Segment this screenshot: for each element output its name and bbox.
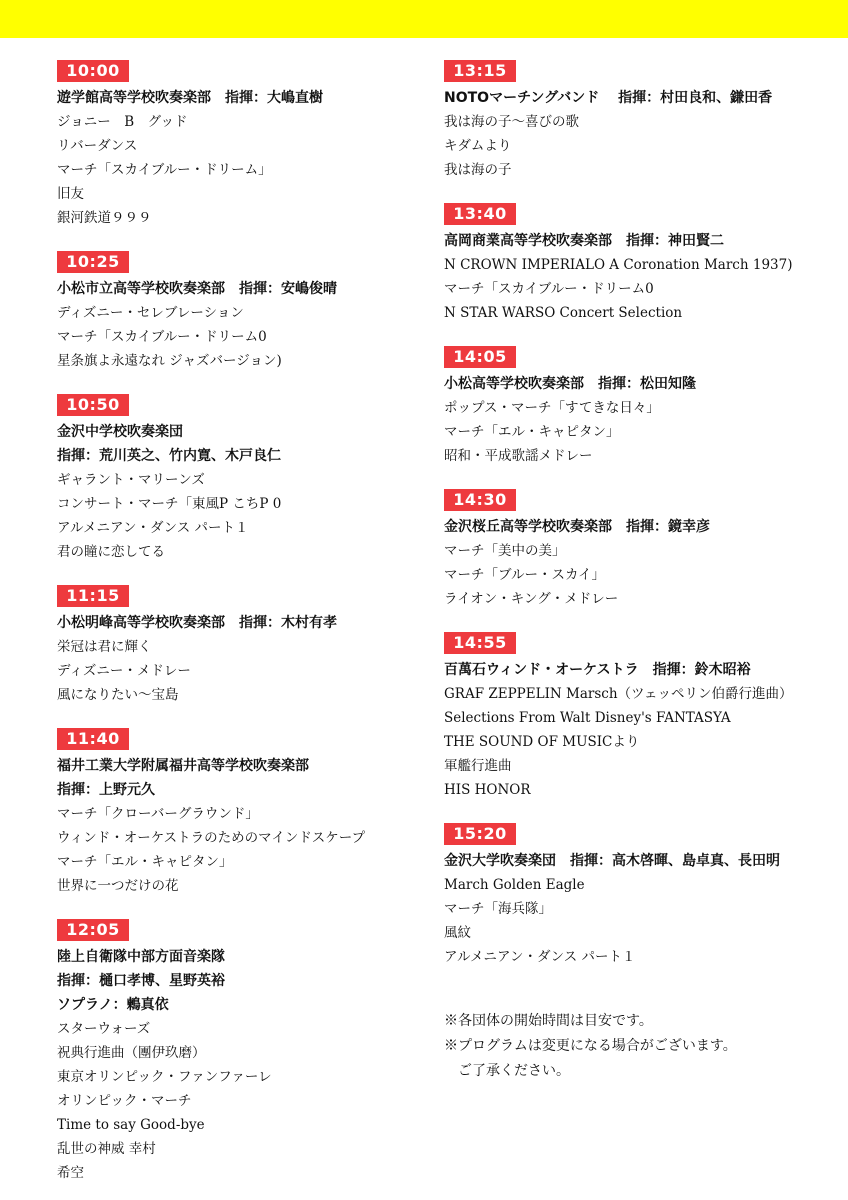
piece-item: 昭和・平成歌謡メドレー — [444, 448, 593, 464]
piece-item: Selections From Walt Disney's FANTASYA — [444, 710, 731, 726]
piece-item: THE SOUND OF MUSICより — [444, 734, 640, 750]
program-slot — [444, 489, 834, 632]
time-badge: 15:20 — [444, 823, 516, 845]
soloist-line: ソプラノ：鶫真依 — [57, 997, 169, 1013]
piece-item: ディズニー・メドレー — [57, 663, 191, 679]
piece-item: マーチ「海兵隊」 — [444, 901, 552, 917]
program-slot — [57, 919, 427, 1185]
piece-item: マーチ「美中の美」 — [444, 543, 566, 559]
piece-item: マーチ「クローバーグラウンド」 — [57, 806, 259, 822]
program-slot — [444, 823, 834, 1009]
performer-line: 高岡商業高等学校吹奏楽部 指揮：神田賢二 — [444, 233, 724, 249]
time-badge: 14:30 — [444, 489, 516, 511]
program-slot — [444, 60, 834, 203]
piece-item: 祝典行進曲（團伊玖磨） — [57, 1045, 206, 1061]
time-badge: 14:05 — [444, 346, 516, 368]
piece-item: 栄冠は君に輝く — [57, 639, 152, 655]
piece-item: 星条旗よ永遠なれ ジャズバージョン) — [57, 353, 282, 369]
performer-line: NOTOマーチングバンド 指揮：村田良和、鎌田香 — [444, 90, 773, 106]
time-badge: 14:55 — [444, 632, 516, 654]
piece-item: アルメニアン・ダンス パート１ — [444, 949, 636, 965]
piece-item: 希空 — [57, 1165, 84, 1181]
notice-line: ※各団体の開始時間は目安です。 — [444, 1013, 653, 1029]
top-color-band — [0, 0, 848, 38]
program-column-right — [444, 60, 834, 1084]
performer-line: 小松高等学校吹奏楽部 指揮：松田知隆 — [444, 376, 696, 392]
conductor-line: 指揮：上野元久 — [57, 782, 155, 798]
performer-line: 小松市立高等学校吹奏楽部 指揮：安嶋俊晴 — [57, 281, 337, 297]
piece-item: N CROWN IMPERIALO A Coronation March 1937) — [444, 257, 793, 273]
performer-line: 百萬石ウィンド・オーケストラ 指揮：鈴木昭裕 — [444, 662, 751, 678]
piece-item: 旧友 — [57, 186, 84, 202]
piece-item: オリンピック・マーチ — [57, 1093, 192, 1109]
time-badge: 10:25 — [57, 251, 129, 273]
time-badge: 10:00 — [57, 60, 129, 82]
piece-item: ウィンド・オーケストラのためのマインドスケープ — [57, 830, 366, 846]
piece-item: リバーダンス — [57, 138, 138, 154]
piece-item: ジョニー B グッド — [57, 114, 188, 130]
piece-item: 我は海の子 — [444, 162, 512, 178]
piece-item: 軍艦行進曲 — [444, 758, 512, 774]
piece-item: アルメニアン・ダンス パート１ — [57, 520, 249, 536]
time-badge: 13:40 — [444, 203, 516, 225]
piece-item: ギャラント・マリーンズ — [57, 472, 205, 488]
program-slot — [57, 728, 427, 919]
piece-item: 風紋 — [444, 925, 471, 941]
program-slot — [444, 203, 834, 346]
piece-item: 君の瞳に恋してる — [57, 544, 165, 560]
time-badge: 12:05 — [57, 919, 129, 941]
piece-item: マーチ「スカイブルー・ドリーム0 — [57, 329, 267, 345]
piece-item: Time to say Good-bye — [57, 1117, 205, 1133]
performer-line: 金沢桜丘高等学校吹奏楽部 指揮：鏡幸彦 — [444, 519, 710, 535]
piece-item: GRAF ZEPPELIN Marsch（ツェッペリン伯爵行進曲） — [444, 686, 793, 702]
performer-line: 小松明峰高等学校吹奏楽部 指揮：木村有孝 — [57, 615, 337, 631]
time-badge: 11:15 — [57, 585, 129, 607]
program-slot — [444, 346, 834, 489]
piece-item: 我は海の子〜喜びの歌 — [444, 114, 579, 130]
time-badge: 11:40 — [57, 728, 129, 750]
piece-item: コンサート・マーチ「東風P こちP 0 — [57, 496, 282, 512]
piece-item: マーチ「エル・キャピタン」 — [57, 854, 233, 870]
piece-item: マーチ「スカイブルー・ドリーム」 — [57, 162, 272, 178]
performer-line: 金沢中学校吹奏楽団 — [57, 424, 183, 440]
piece-item: ライオン・キング・メドレー — [444, 591, 619, 607]
time-badge: 10:50 — [57, 394, 129, 416]
performer-line: 金沢大学吹奏楽団 指揮：高木啓暉、島卓真、長田明 — [444, 853, 780, 869]
piece-item: 東京オリンピック・ファンファーレ — [57, 1069, 272, 1085]
program-slot — [57, 60, 427, 251]
piece-item: キダムより — [444, 138, 512, 154]
program-slot — [57, 394, 427, 585]
notice-block — [444, 1009, 834, 1084]
conductor-line: 指揮：荒川英之、竹内寛、木戸良仁 — [57, 448, 281, 464]
program-slot — [444, 632, 834, 823]
piece-item: HIS HONOR — [444, 782, 531, 798]
program-slot — [57, 251, 427, 394]
piece-item: ディズニー・セレブレーション — [57, 305, 244, 321]
piece-item: 銀河鉄道９９９ — [57, 210, 152, 226]
piece-item: 風になりたい〜宝島 — [57, 687, 179, 703]
performer-line: 陸上自衛隊中部方面音楽隊 — [57, 949, 225, 965]
piece-item: ポップス・マーチ「すてきな日々」 — [444, 400, 660, 416]
piece-item: March Golden Eagle — [444, 877, 585, 893]
time-badge: 13:15 — [444, 60, 516, 82]
performer-line: 遊学館高等学校吹奏楽部 指揮：大嶋直樹 — [57, 90, 323, 106]
performer-line: 福井工業大学附属福井高等学校吹奏楽部 — [57, 758, 309, 774]
notice-line: ※プログラムは変更になる場合がございます。 — [444, 1038, 737, 1054]
piece-item: スターウォーズ — [57, 1021, 151, 1037]
program-slot — [57, 585, 427, 728]
piece-item: マーチ「ブルー・スカイ」 — [444, 567, 606, 583]
piece-item: 世界に一つだけの花 — [57, 878, 179, 894]
notice-line: ご了承ください。 — [444, 1063, 570, 1079]
piece-item: マーチ「スカイブルー・ドリーム0 — [444, 281, 654, 297]
program-column-left — [57, 60, 427, 1185]
piece-item: N STAR WARSO Concert Selection — [444, 305, 683, 321]
piece-item: 乱世の神威 幸村 — [57, 1141, 156, 1157]
piece-item: マーチ「エル・キャピタン」 — [444, 424, 620, 440]
conductor-line: 指揮：樋口孝博、星野英裕 — [57, 973, 225, 989]
